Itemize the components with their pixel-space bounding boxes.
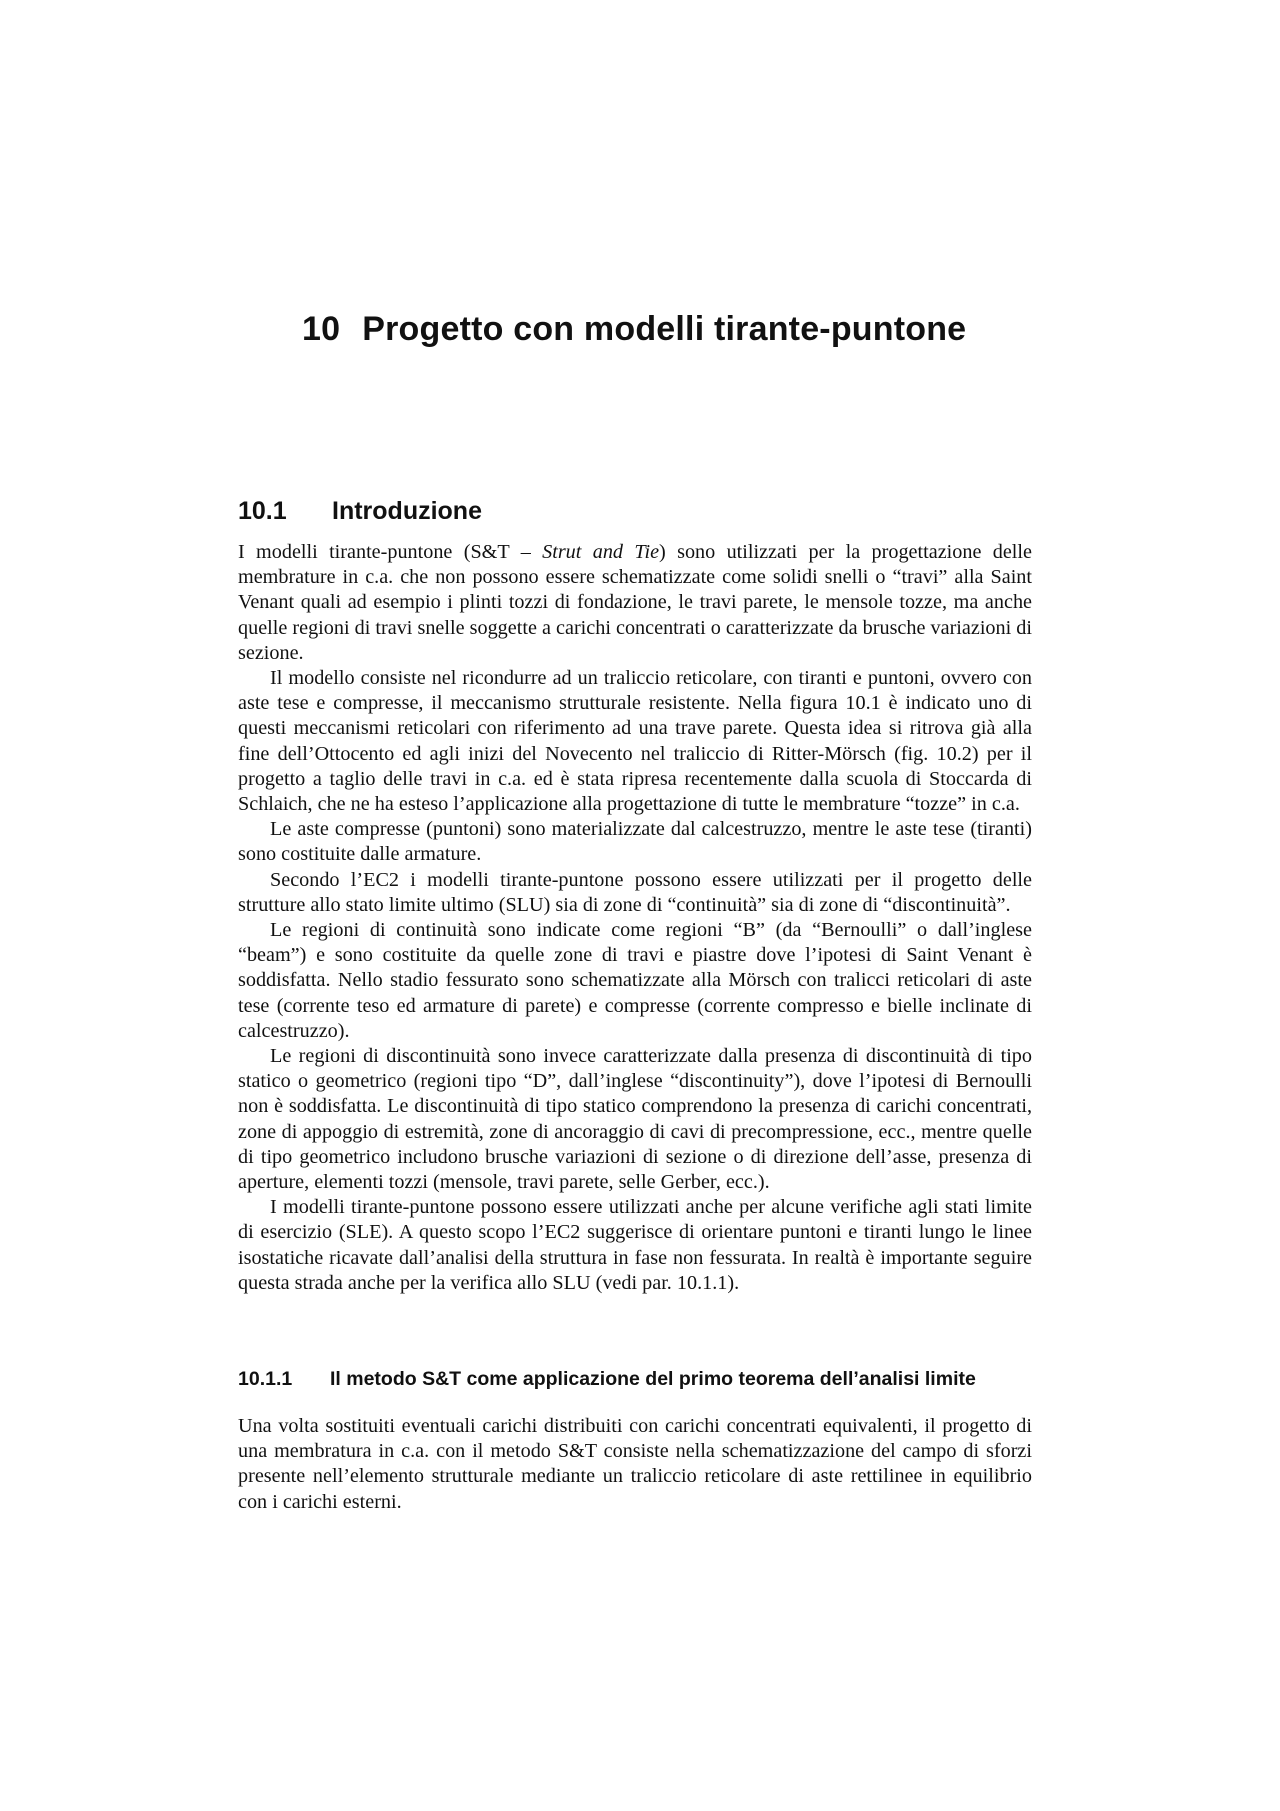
section-title: Introduzione bbox=[332, 497, 482, 525]
subsection-number: 10.1.1 bbox=[238, 1368, 293, 1390]
intro-paragraph bbox=[238, 540, 1032, 666]
chapter-number: 10 bbox=[302, 310, 341, 348]
paragraph: I modelli tirante-puntone possono essere utilizzati anche per alcune verifiche agli stati limite di esercizio (SLE). A questo scopo l’EC2 suggerisce di orientare puntoni e tiranti lungo le linee isostatiche ricavate dall’analisi della struttura in fase non fessurata. In realtà è importante seguire questa strada anche per la verifica allo SLU (vedi par. 10.1.1). bbox=[238, 1196, 1032, 1294]
section-number: 10.1 bbox=[238, 497, 287, 525]
paragraph: Il modello consiste nel ricondurre ad un traliccio reticolare, con tiranti e puntoni, ovvero con aste tese e compresse, il meccanismo strutturale resistente. Nella figura 10.1 è indicato uno di questi meccanismi reticolari con riferimento ad una trave parete. Questa idea si ritrova già alla fine dell’Ottocento ed agli inizi del Novecento nel traliccio di Ritter-Mörsch (fig. 10.2) per il progetto a taglio delle travi in c.a. ed è stata ripresa recentemente dalla scuola di Stoccarda di Schlaich, che ne ha esteso l’applicazione alla progettazione di tutte le membrature “tozze” in c.a. bbox=[238, 667, 1032, 816]
intro-emphasis: Strut and Tie bbox=[542, 541, 660, 563]
subsection-heading bbox=[238, 1368, 976, 1391]
paragraph: Secondo l’EC2 i modelli tirante-puntone possono essere utilizzati per il progetto delle strutture allo stato limite ultimo (SLU) sia di zone di “continuità” sia di zone di “discontinuità”. bbox=[238, 868, 1032, 916]
paragraph: Le regioni di continuità sono indicate come regioni “B” (da “Bernoulli” o dall’inglese “beam”) e sono costituite da quelle zone di travi e piastre dove l’ipotesi di Saint Venant è soddisfatta. Nello stadio fessurato sono schematizzate alla Mörsch con tralicci reticolari di aste tese (corrente teso ed armature di parete) e compresse (corrente compresso e bielle inclinate di calcestruzzo). bbox=[238, 919, 1032, 1042]
section-body bbox=[238, 540, 1032, 1296]
subsection-paragraph: Una volta sostituiti eventuali carichi distribuiti con carichi concentrati equivalenti, il progetto di una membratura in c.a. con il metodo S&T consiste nella schematizzazione del campo di sforzi presente nell’elemento strutturale mediante un traliccio reticolare di aste rettilinee in equilibrio con i carichi esterni. bbox=[238, 1415, 1032, 1513]
chapter-title-text: Progetto con modelli tirante-puntone bbox=[362, 310, 967, 348]
intro-text-after: ) sono utilizzati per la progettazione delle membrature in c.a. che non possono essere schematizzate come solidi snelli o “travi” alla Saint Venant quali ad esempio i plinti tozzi di fondazione, le travi parete, le mensole tozze, ma anche quelle regioni di travi snelle soggette a carichi concentrati o caratterizzate da brusche variazioni di sezione. bbox=[238, 541, 1032, 664]
chapter-title bbox=[302, 310, 1102, 349]
paragraph: Le regioni di discontinuità sono invece caratterizzate dalla presenza di discontinuità di tipo statico o geometrico (regioni tipo “D”, dall’inglese “discontinuity”), dove l’ipotesi di Bernoulli non è soddisfatta. Le discontinuità di tipo statico comprendono la presenza di carichi concentrati, zone di appoggio di estremità, zone di ancoraggio di cavi di precompressione, ecc., mentre quelle di tipo geometrico includono brusche variazioni di sezione o di direzione dell’asse, presenza di aperture, elementi tozzi (mensole, travi parete, selle Gerber, ecc.). bbox=[238, 1045, 1032, 1194]
subsection-body bbox=[238, 1414, 1032, 1515]
paragraph: Le aste compresse (puntoni) sono materializzate dal calcestruzzo, mentre le aste tese (tiranti) sono costituite dalle armature. bbox=[238, 818, 1032, 866]
intro-text-before: I modelli tirante-puntone (S&T – bbox=[238, 541, 543, 563]
subsection-title: Il metodo S&T come applicazione del primo teorema dell’analisi limite bbox=[330, 1368, 976, 1390]
section-heading bbox=[238, 497, 482, 526]
